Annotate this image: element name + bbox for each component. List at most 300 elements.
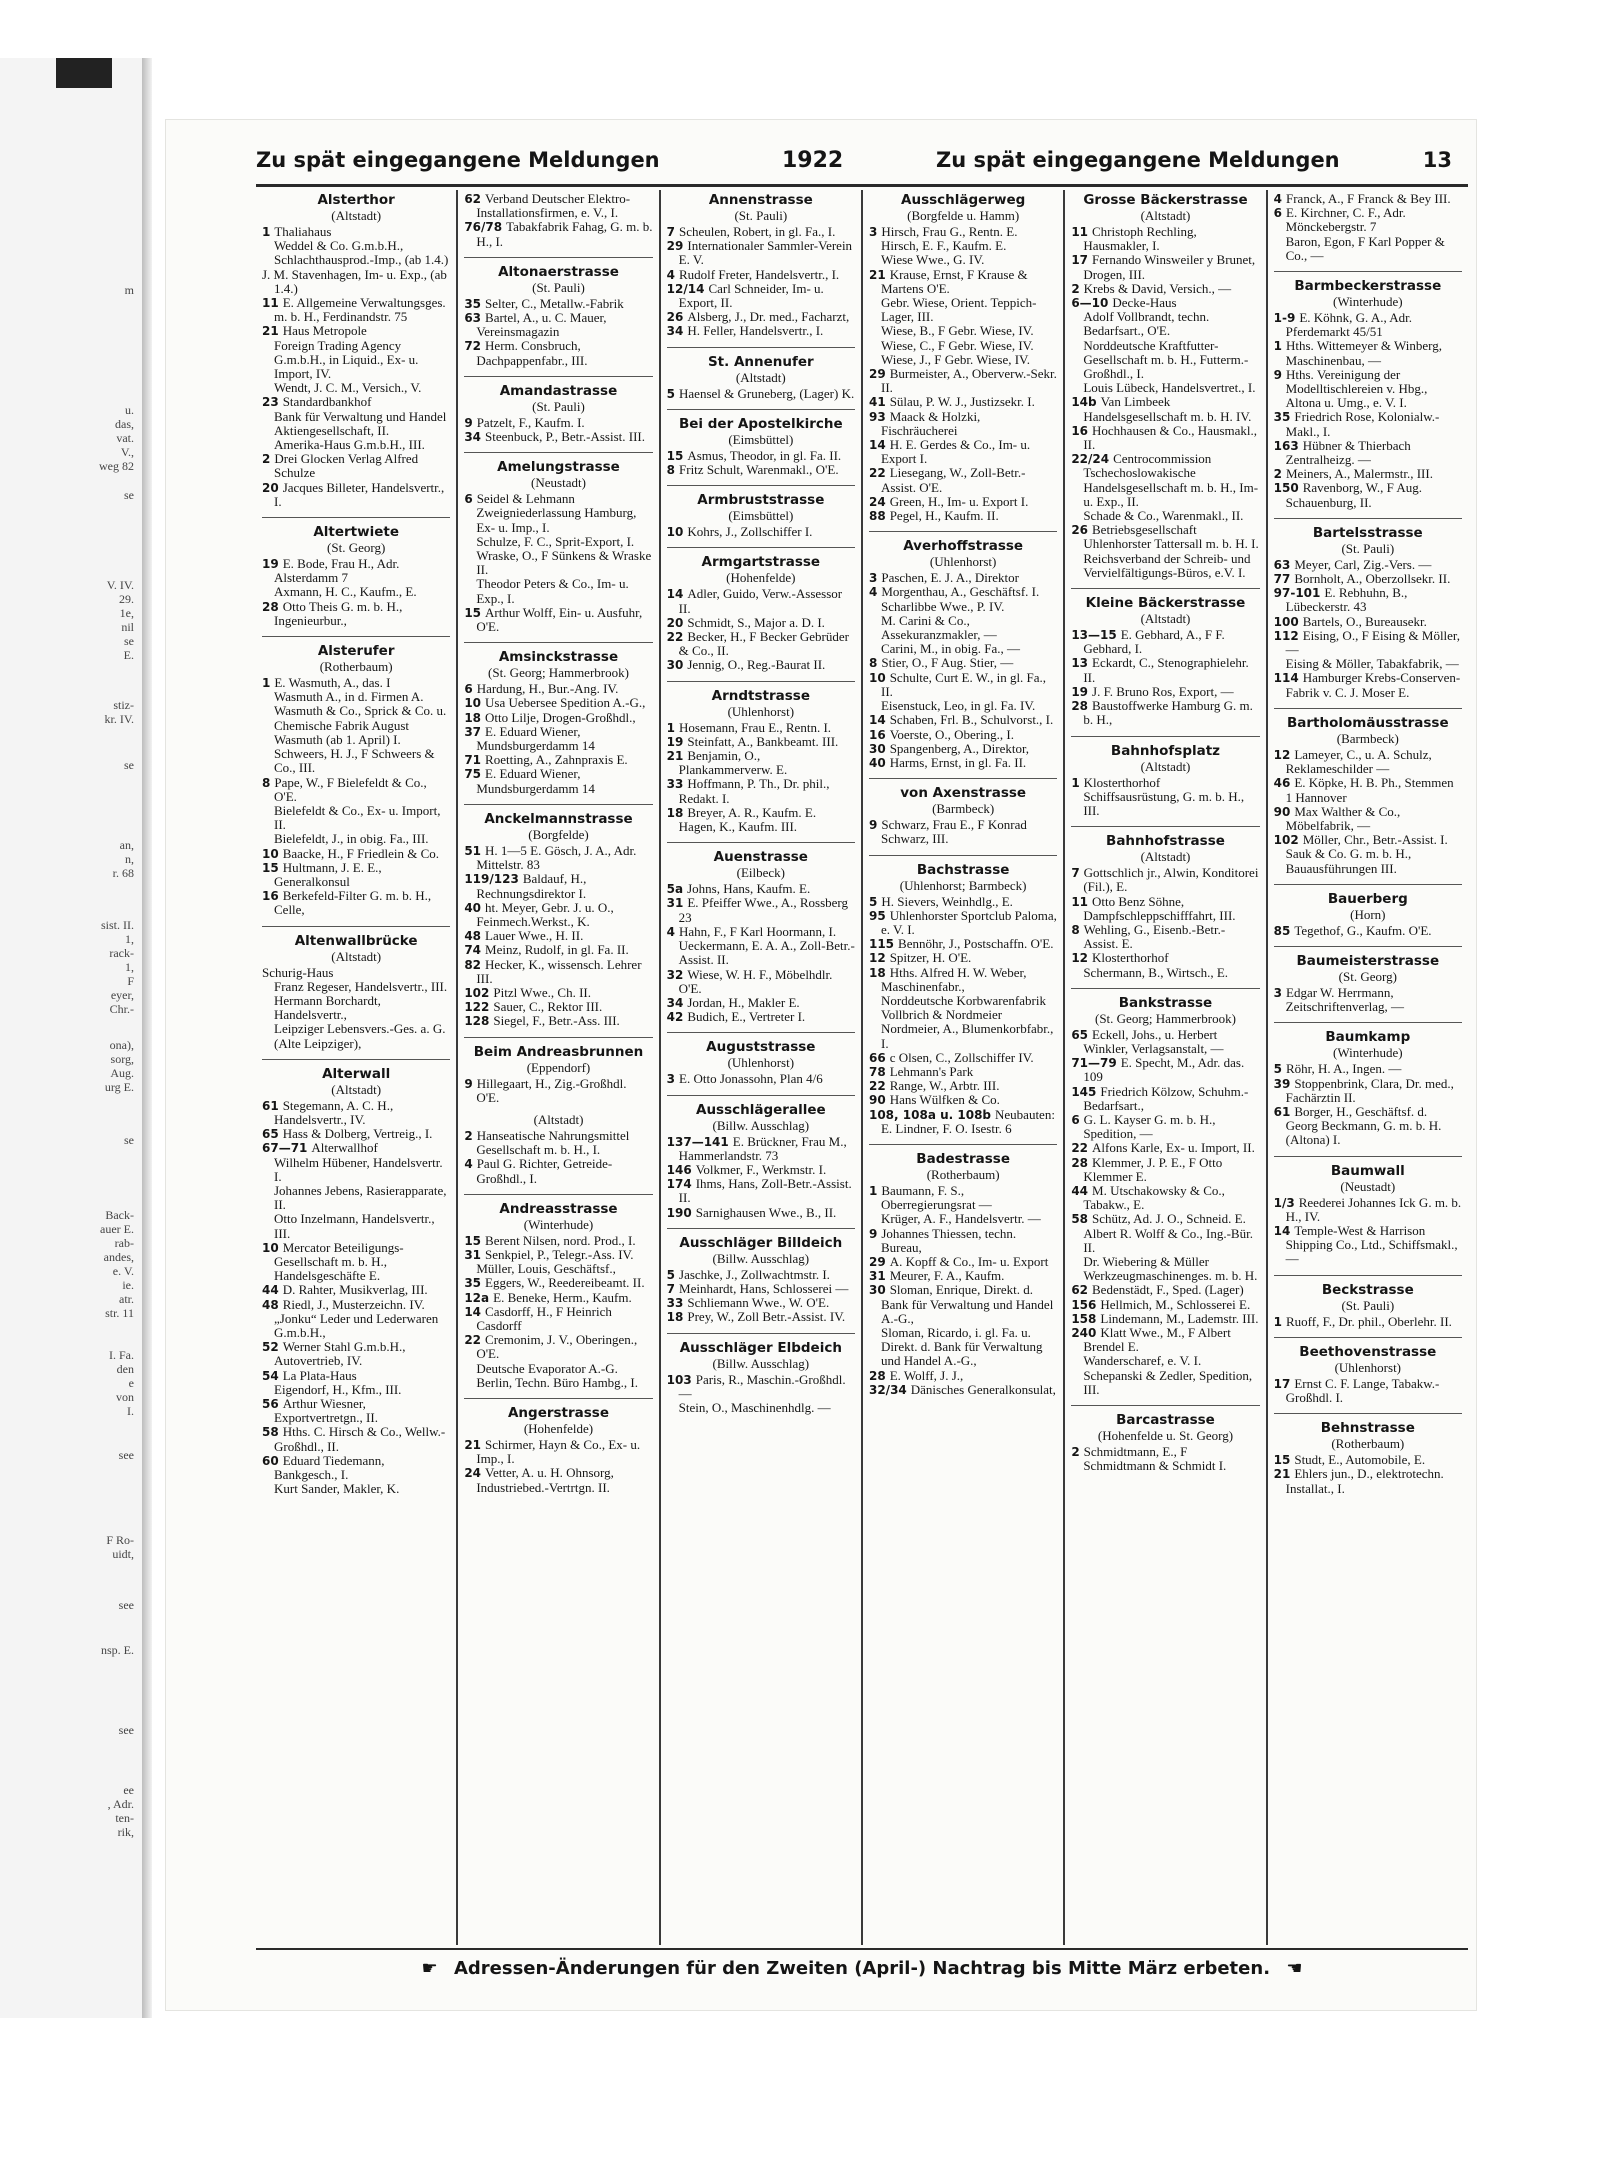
entry-text: Meyer, Carl, Zig.-Vers. — <box>1294 556 1432 572</box>
directory-entry <box>1274 1196 1462 1224</box>
district-label: (St. Pauli) <box>532 279 585 295</box>
house-number: 12a <box>464 1290 490 1305</box>
street-name: Bankstrasse <box>1118 994 1213 1011</box>
house-number: 17 <box>1273 1376 1291 1391</box>
entry-text: Mercator Beteiligungs-Gesellschaft m. b. H., Handelsgeschäfte E. <box>274 1239 404 1284</box>
directory-entry <box>869 966 1057 1051</box>
entry-text: Paul G. Richter, Getreide-Großhdl., I. <box>476 1156 613 1186</box>
house-number: 100 <box>1273 614 1299 629</box>
house-number: 33 <box>666 1296 684 1311</box>
house-number: 10 <box>666 525 684 540</box>
street-divider <box>262 926 450 927</box>
district-label: (Uhlenhorst) <box>727 1055 795 1071</box>
street-name: Angerstrasse <box>507 1404 609 1421</box>
directory-entry <box>869 1269 1057 1283</box>
directory-entry <box>1274 1224 1462 1267</box>
house-number: 6 <box>464 492 473 507</box>
directory-entry <box>667 1373 855 1416</box>
house-number: 29 <box>666 239 684 254</box>
directory-entry <box>869 937 1057 951</box>
entry-text: Röhr, H. A., Ingen. — <box>1286 1061 1402 1077</box>
entry-text: Krebs & David, Versich., — <box>1083 280 1232 296</box>
entry-text: Friedrich Rose, Kolonialw.-Makl., I. <box>1285 409 1440 439</box>
street-divider <box>1274 271 1462 272</box>
district-label: (Eppendorf) <box>526 1059 591 1075</box>
directory-entry <box>464 1000 652 1014</box>
previous-page-fragment: m <box>124 283 134 297</box>
entry-text: Uhlenhorster Sportclub Paloma, e. V. I. <box>880 907 1057 937</box>
directory-entry <box>262 676 450 775</box>
directory-entry <box>869 713 1057 727</box>
house-number: 1 <box>666 720 676 735</box>
street-block <box>667 1228 855 1325</box>
entry-text: Hass & Dolberg, Vertreig., I. <box>282 1126 433 1142</box>
house-number: 14 <box>1273 1223 1291 1238</box>
entry-text: Pape, W., F Bielefeldt & Co., O'E. Bielefeldt & Co., Ex- u. Import, II. Bielefeldt, J., in obig. Fa., III. <box>274 774 441 847</box>
directory-entry <box>667 225 855 239</box>
house-number: 52 <box>262 1340 279 1355</box>
district-label: (Uhlenhorst) <box>1334 1359 1402 1375</box>
entry-text: Decke-Haus Adolf Vollbrandt, techn. Bedarfsart., O'E. Norddeutsche Kraftfutter-Gesellschaft m. b. H., Futterm.-Großhdl., I. Louis Lübeck, Handelsvertret., I. <box>1083 295 1256 396</box>
entry-text: Pegel, H., Kaufm. II. <box>889 508 999 524</box>
entry-text: Hths. C. Hirsch & Co., Wellw.-Großhdl., II. <box>274 1424 446 1454</box>
street-divider <box>1071 826 1259 827</box>
street-name: Beim Andreasbrunnen <box>473 1043 644 1060</box>
house-number: 46 <box>1273 776 1291 791</box>
house-number: 156 <box>1071 1297 1097 1312</box>
house-number: 9 <box>464 1076 473 1091</box>
previous-page-fragment: Back- auer E. rab- andes, e. V. ie. atr. str. 11 <box>100 1208 134 1320</box>
scan-marker <box>56 58 112 88</box>
house-number: 56 <box>262 1397 279 1412</box>
street-divider <box>869 855 1057 856</box>
entry-text: Fritz Schult, Warenmakl., O'E. <box>679 462 839 478</box>
entry-text: Schurig-Haus Franz Regeser, Handelsvertr., III. Hermann Borchardt, Handelsvertr., Leipziger Lebensvers.-Ges. a. G. (Alte Leipziger), <box>262 964 448 1051</box>
directory-entry <box>464 872 652 900</box>
directory-entry <box>667 749 855 777</box>
entry-text: Hans Wülfken & Co. <box>889 1092 1000 1108</box>
directory-entry <box>464 1333 652 1390</box>
street-name: St. Annenufer <box>707 353 814 370</box>
street-name: Behnstrasse <box>1320 1420 1415 1437</box>
entry-text: Haus Metropole Foreign Trading Agency G.m.b.H., in Liquid., Ex- u. Import, IV. Wendt, J. C. M., Versich., V. <box>274 323 422 396</box>
directory-entry <box>464 753 652 767</box>
house-number: 14 <box>666 587 684 602</box>
house-number: 4 <box>666 924 676 939</box>
district-label: (Altstadt) <box>1140 758 1191 774</box>
entry-text: Wiese, W. H. F., Möbelhdlr. O'E. <box>678 966 833 996</box>
directory-entry <box>1274 467 1462 481</box>
entry-text: Bedenstädt, F., Sped. (Lager) <box>1092 1282 1244 1298</box>
street-name: Barcastrasse <box>1116 1412 1215 1429</box>
entry-text: Bartels, O., Bureausekr. <box>1302 613 1427 629</box>
previous-page-fragment: see <box>118 1448 134 1462</box>
previous-page-fragment: se <box>124 488 134 502</box>
entry-text: Scheulen, Robert, in gl. Fa., I. <box>679 224 836 239</box>
house-number: 20 <box>666 615 684 630</box>
house-number: 63 <box>464 311 482 326</box>
directory-entry <box>464 929 652 943</box>
house-number: 14b <box>1071 395 1097 410</box>
directory-entry <box>869 395 1057 409</box>
directory-entry <box>1071 1028 1259 1056</box>
entry-text: E. Gebhard, A., F F. Gebhard, I. <box>1083 627 1225 657</box>
entry-text: Steenbuck, P., Betr.-Assist. III. <box>485 429 645 445</box>
district-label: (Winterhude) <box>1333 294 1403 310</box>
street-divider <box>667 842 855 843</box>
house-number: 3 <box>868 571 878 586</box>
previous-page-fragment: sist. II. 1, rack- 1, F eyer, Chr.- <box>101 918 134 1016</box>
entry-text: Edgar W. Herrmann, Zeitschriftenverlag, — <box>1285 984 1405 1015</box>
house-number: 6 <box>1273 206 1282 221</box>
street-divider <box>1274 708 1462 709</box>
entry-text: Hoffmann, P. Th., Dr. phil., Redakt. I. <box>678 776 830 806</box>
directory-entry <box>464 767 652 795</box>
street-block <box>464 804 652 1029</box>
entry-text: Meinhardt, Hans, Schlosserei — <box>679 1280 849 1296</box>
district-label: (Billw. Ausschlag) <box>712 1355 810 1371</box>
entry-text: Wehling, G., Eisenb.-Betr.-Assist. E. <box>1083 921 1226 952</box>
directory-entry <box>869 1079 1057 1093</box>
directory-entry <box>1274 615 1462 629</box>
entry-text: Roetting, A., Zahnpraxis E. <box>485 752 628 768</box>
directory-entry <box>464 430 652 444</box>
street-name: Anckelmannstrasse <box>484 810 633 827</box>
entry-text: Eckell, Johs., u. Herbert Winkler, Verlagsanstalt, — <box>1083 1026 1224 1056</box>
house-number: 28 <box>262 599 279 614</box>
directory-entry <box>869 367 1057 395</box>
entry-text: Senkpiel, P., Telegr.-Ass. IV. Müller, Louis, Geschäftsf., <box>476 1246 634 1277</box>
directory-entry <box>667 1177 855 1205</box>
house-number: 4 <box>464 1157 473 1172</box>
entry-text: Schwarz, Frau E., F Konrad Schwarz, III. <box>880 817 1027 847</box>
previous-page-edge <box>0 58 144 2018</box>
directory-entry <box>262 395 450 452</box>
street-name: Armgartstrasse <box>701 554 821 571</box>
house-number: 15 <box>464 1233 482 1248</box>
directory-entry <box>667 806 855 834</box>
street-name: Altertwiete <box>313 524 399 541</box>
house-number: 16 <box>1071 423 1089 438</box>
entry-text: Schmidtmann, E., F Schmidtmann & Schmidt I. <box>1083 1444 1227 1474</box>
directory-entry <box>464 901 652 929</box>
entry-text: H. 1—5 E. Gösch, J. A., Adr. Mittelstr. 83 <box>476 842 637 873</box>
district-label: (Horn) <box>1350 906 1386 922</box>
street-divider <box>667 547 855 548</box>
directory-entry <box>262 1283 450 1297</box>
directory-entry <box>464 492 652 606</box>
directory-entry <box>262 1340 450 1368</box>
street-divider <box>869 1144 1057 1145</box>
street-name: Ausschlägerallee <box>696 1101 826 1118</box>
district-label: (Altstadt) <box>735 369 786 385</box>
directory-entry <box>869 1383 1057 1397</box>
directory-entry <box>464 943 652 957</box>
house-number: 65 <box>262 1127 279 1142</box>
directory-entry <box>1274 192 1462 206</box>
street-block <box>464 642 652 796</box>
directory-entry <box>262 966 450 1051</box>
district-label: (Borgfelde) <box>528 826 589 842</box>
directory-entry <box>1274 1467 1462 1495</box>
house-number: 163 <box>1273 438 1299 453</box>
street-block <box>262 1059 450 1497</box>
entry-text: Hellmich, M., Schlosserei E. <box>1100 1296 1251 1312</box>
entry-text: Kohrs, J., Zollschiffer I. <box>687 524 813 540</box>
directory-entry <box>869 268 1057 367</box>
directory-entry <box>262 861 450 889</box>
house-number: 15 <box>1273 1453 1291 1468</box>
district-label: (Hohenfelde u. St. Georg) <box>1097 1428 1234 1444</box>
previous-page-fragment: se <box>124 758 134 772</box>
previous-page-fragment: ee , Adr. ten- rik, <box>107 1783 134 1839</box>
house-number: 7 <box>666 225 676 239</box>
district-label: (Altstadt) <box>331 1081 382 1097</box>
entry-text: Jordan, H., Makler E. <box>687 994 800 1010</box>
directory-entry <box>1071 1312 1259 1326</box>
house-number: 8 <box>868 656 878 671</box>
house-number: 22 <box>868 1079 886 1094</box>
district-label: (Altstadt) <box>331 208 382 223</box>
entry-text: Benjamin, O., Plankammerverw. E. <box>678 748 788 778</box>
entry-text: G. L. Kayser G. m. b. H., Spedition, — <box>1083 1111 1216 1142</box>
street-name: Grosse Bäckerstrasse <box>1083 192 1248 208</box>
street-divider <box>869 531 1057 532</box>
street-name: Armbruststrasse <box>697 492 825 509</box>
house-number: 5a <box>666 882 684 897</box>
street-name: Baumkamp <box>1325 1029 1411 1046</box>
entry-text: Centrocommission Tschechoslowakische Handelsgesellschaft m. b. H., Im- u. Exp., II. Schade & Co., Warenmakl., II. <box>1083 451 1259 524</box>
entry-text: Hths. Alfred H. W. Weber, Maschinenfabr., Norddeutsche Korbwarenfabrik Vollbrich & Nordmeier Nordmeier, A., Blumenkorbfabr., I. <box>880 964 1054 1051</box>
directory-entry <box>262 225 450 268</box>
previous-page-fragment: see <box>118 1723 134 1737</box>
entry-text: Baustoffwerke Hamburg G. m. b. H., <box>1083 698 1253 728</box>
directory-entry <box>464 1129 652 1157</box>
directory-entry <box>667 630 855 658</box>
house-number: 44 <box>262 1283 279 1298</box>
directory-entry <box>1071 282 1259 296</box>
directory-entry <box>1071 225 1259 253</box>
street-divider <box>1274 1156 1462 1157</box>
directory-entry <box>667 1010 855 1024</box>
house-number: 48 <box>262 1297 279 1312</box>
entry-text: Werner Stahl G.m.b.H., Autovertrieb, IV. <box>274 1339 406 1369</box>
house-number: 21 <box>666 749 684 764</box>
entry-text: Hahn, F., F Karl Hoormann, I. Ueckermann, E. A. A., Zoll-Betr.-Assist. II. <box>678 923 855 968</box>
house-number: 35 <box>1273 410 1291 425</box>
street-block <box>1274 946 1462 1014</box>
street-name: Baumeisterstrasse <box>1296 952 1440 969</box>
house-number: 4 <box>868 585 878 600</box>
house-number: 40 <box>464 900 482 915</box>
directory-entry <box>667 449 855 463</box>
house-number: 14 <box>868 438 886 453</box>
entry-text: Hochhausen & Co., Hausmakl., II. <box>1083 422 1258 453</box>
street-block <box>869 1144 1057 1397</box>
district-label: (Uhlenhorst) <box>727 703 795 719</box>
street-divider <box>1274 1413 1462 1414</box>
directory-entry <box>1274 629 1462 672</box>
district-label: (Eimsbüttel) <box>728 431 794 447</box>
column-2 <box>458 190 660 1945</box>
directory-entry <box>1274 368 1462 411</box>
street-name: Ausschläger Billdeich <box>679 1234 843 1251</box>
house-number: 2 <box>1273 467 1282 482</box>
street-name: Amsinckstrasse <box>498 649 619 666</box>
directory-entry <box>464 1157 652 1185</box>
house-number: 21 <box>868 267 886 282</box>
directory-entry <box>869 728 1057 742</box>
directory-entry <box>262 452 450 480</box>
directory-entry <box>262 776 450 847</box>
street-block <box>1071 192 1259 580</box>
house-number: 108, 108a u. 108b <box>868 1107 992 1122</box>
district-label: (Neustadt) <box>1340 1178 1396 1194</box>
entry-text: Budich, E., Vertreter I. <box>687 1009 806 1025</box>
directory-entry <box>667 463 855 477</box>
house-number: 58 <box>262 1425 279 1440</box>
directory-entry <box>1274 776 1462 804</box>
house-number: 6 <box>464 682 473 697</box>
directory-entry <box>1274 572 1462 586</box>
street-name: Amandastrasse <box>499 382 618 399</box>
directory-entry <box>1274 206 1462 263</box>
directory-entry <box>262 1127 450 1141</box>
entry-text: Sloman, Enrique, Direkt. d. Bank für Verwaltung und Handel A.-G., Sloman, Ricardo, i. gl. Fa. u. Direkt. d. Bank für Verwaltung und Handel A.-G., <box>880 1282 1054 1369</box>
house-number: 51 <box>464 843 482 858</box>
entry-text: E. Eduard Wiener, Mundsburgerdamm 14 <box>476 723 595 754</box>
previous-page-fragment: an, n, r. 68 <box>112 838 134 880</box>
book-gutter <box>142 58 152 2018</box>
street-block <box>667 1333 855 1416</box>
house-number: 5 <box>666 386 676 401</box>
house-number: 22 <box>1071 1141 1089 1156</box>
street-block <box>667 409 855 477</box>
house-number: 8 <box>262 775 271 790</box>
house-number: 34 <box>464 430 482 445</box>
entry-text: D. Rahter, Musikverlag, III. <box>282 1282 428 1298</box>
directory-entry <box>464 958 652 986</box>
entry-text: Jennig, O., Reg.-Baurat II. <box>687 657 826 673</box>
street-divider <box>262 517 450 518</box>
directory-entry <box>262 1241 450 1284</box>
district-label: (Rotherbaum) <box>926 1166 1000 1182</box>
entry-text: Alsberg, J., Dr. med., Facharzt, <box>687 309 850 325</box>
directory-entry <box>667 777 855 805</box>
house-number: 62 <box>464 192 482 206</box>
street-block <box>1274 518 1462 700</box>
directory-entry <box>667 587 855 615</box>
entry-text: c Olsen, C., Zollschiffer IV. <box>889 1049 1034 1065</box>
footer-rule <box>256 1948 1468 1950</box>
entry-text: Tegethof, G., Kaufm. O'E. <box>1294 922 1432 938</box>
directory-entry <box>1274 924 1462 938</box>
entry-text: Eduard Tiedemann, Bankgesch., I. Kurt Sander, Makler, K. <box>274 1452 400 1497</box>
directory-entry <box>1071 656 1259 684</box>
entry-text: Paschen, E. J. A., Direktor <box>881 570 1019 586</box>
street-name: Bauerberg <box>1327 890 1408 907</box>
entry-text: Hardung, H., Bur.-Ang. IV. <box>476 681 619 697</box>
house-number: 15 <box>464 605 482 620</box>
directory-entry <box>1071 923 1259 951</box>
entry-text: Harms, Ernst, in gl. Fa. II. <box>889 754 1027 770</box>
directory-entry <box>1071 1113 1259 1141</box>
directory-entry <box>667 1163 855 1177</box>
entry-text: Riedl, J., Musterzeichn. IV. „Jonku“ Leder und Lederwaren G.m.b.H., <box>274 1296 439 1340</box>
street-block <box>464 1037 652 1105</box>
house-number: 5 <box>868 894 878 909</box>
entry-text: Krause, Ernst, F Krause & Martens O'E. Gebr. Wiese, Orient. Teppich-Lager, III. Wiese, B., F Gebr. Wiese, IV. Wiese, C., F Gebr. Wiese, IV. Wiese, J., F Gebr. Wiese, IV. <box>880 266 1037 367</box>
house-number: 95 <box>868 908 886 923</box>
entry-text: Neubauten: E. Lindner, F. O. Isestr. 6 <box>880 1106 1055 1136</box>
entry-text: Casdorff, H., F Heinrich Casdorff <box>476 1303 612 1333</box>
directory-entry <box>262 481 450 509</box>
street-name: Amelungstrasse <box>497 459 620 476</box>
entry-text: E. Köpke, H. B. Ph., Stemmen 1 Hannover <box>1285 775 1454 805</box>
directory-entry <box>1274 671 1462 699</box>
directory-entry <box>869 1093 1057 1107</box>
house-number: 1 <box>868 1183 878 1198</box>
street-block <box>1071 588 1259 727</box>
house-number: 103 <box>666 1372 692 1387</box>
street-name: Ausschläger Elbdeich <box>679 1339 842 1356</box>
district-label: (Winterhude) <box>523 1216 594 1232</box>
street-block <box>667 347 855 401</box>
district-label: (Rotherbaum) <box>319 659 393 675</box>
house-number: 71—79 <box>1071 1056 1117 1071</box>
house-number: 63 <box>1273 557 1291 572</box>
entry-text: Baumann, F. S., Oberregierungsrat — Krüger, A. F., Handelsvertr. — <box>880 1182 1041 1227</box>
house-number: 114 <box>1273 671 1299 686</box>
house-number: 35 <box>464 1276 482 1291</box>
entry-text: Klemmer, J. P. E., F Otto Klemmer E. <box>1083 1154 1223 1184</box>
entry-text: Ernst C. F. Lange, Tabakw.-Großhdl. I. <box>1285 1375 1440 1405</box>
entry-text: Bennöhr, J., Postschaffn. O'E. <box>898 936 1054 952</box>
house-number: 75 <box>464 767 482 782</box>
entry-text: Baacke, H., F Friedlein & Co. <box>282 845 440 861</box>
entry-text: Steinfatt, A., Bankbeamt. III. <box>687 733 839 749</box>
directory-entry <box>1071 895 1259 923</box>
entry-text: E. Specht, M., Adr. das. 109 <box>1083 1055 1245 1085</box>
street-name: Bachstrasse <box>916 861 1010 878</box>
entry-text: Baldauf, H., Rechnungsdirektor I. <box>476 871 587 901</box>
directory-entry <box>667 525 855 539</box>
district-label: (St. Georg; Hammerbrook) <box>488 665 629 681</box>
directory-entry <box>464 1234 652 1248</box>
directory-entry <box>464 844 652 872</box>
directory-entry <box>667 387 855 401</box>
directory-entry <box>464 297 652 311</box>
entry-text: Christoph Rechling, Hausmakler, I. <box>1083 224 1197 254</box>
directory-entry <box>464 1438 652 1466</box>
previous-page-fragment: F Ro- uidt, <box>106 1533 134 1561</box>
house-number: 16 <box>868 727 886 742</box>
directory-entry <box>262 1369 450 1397</box>
street-block <box>869 192 1057 523</box>
street-name: Andreasstrasse <box>499 1200 618 1217</box>
house-number: 19 <box>1071 684 1089 699</box>
street-name: Altenwallbrücke <box>294 932 418 949</box>
directory-entry <box>667 1072 855 1086</box>
directory-entry <box>869 742 1057 756</box>
street-block <box>262 517 450 628</box>
entry-text: Schulte, Curt E. W., in gl. Fa., II. Eisenstuck, Leo, in gl. Fa. IV. <box>880 669 1047 714</box>
house-number: 76/78 <box>464 220 503 235</box>
street-divider <box>464 1194 652 1195</box>
entry-text: Breyer, A. R., Kaufm. E. Hagen, K., Kaufm. III. <box>678 804 817 835</box>
directory-entry <box>869 895 1057 909</box>
entry-text: Berkefeld-Filter G. m. b. H., Celle, <box>274 888 432 918</box>
